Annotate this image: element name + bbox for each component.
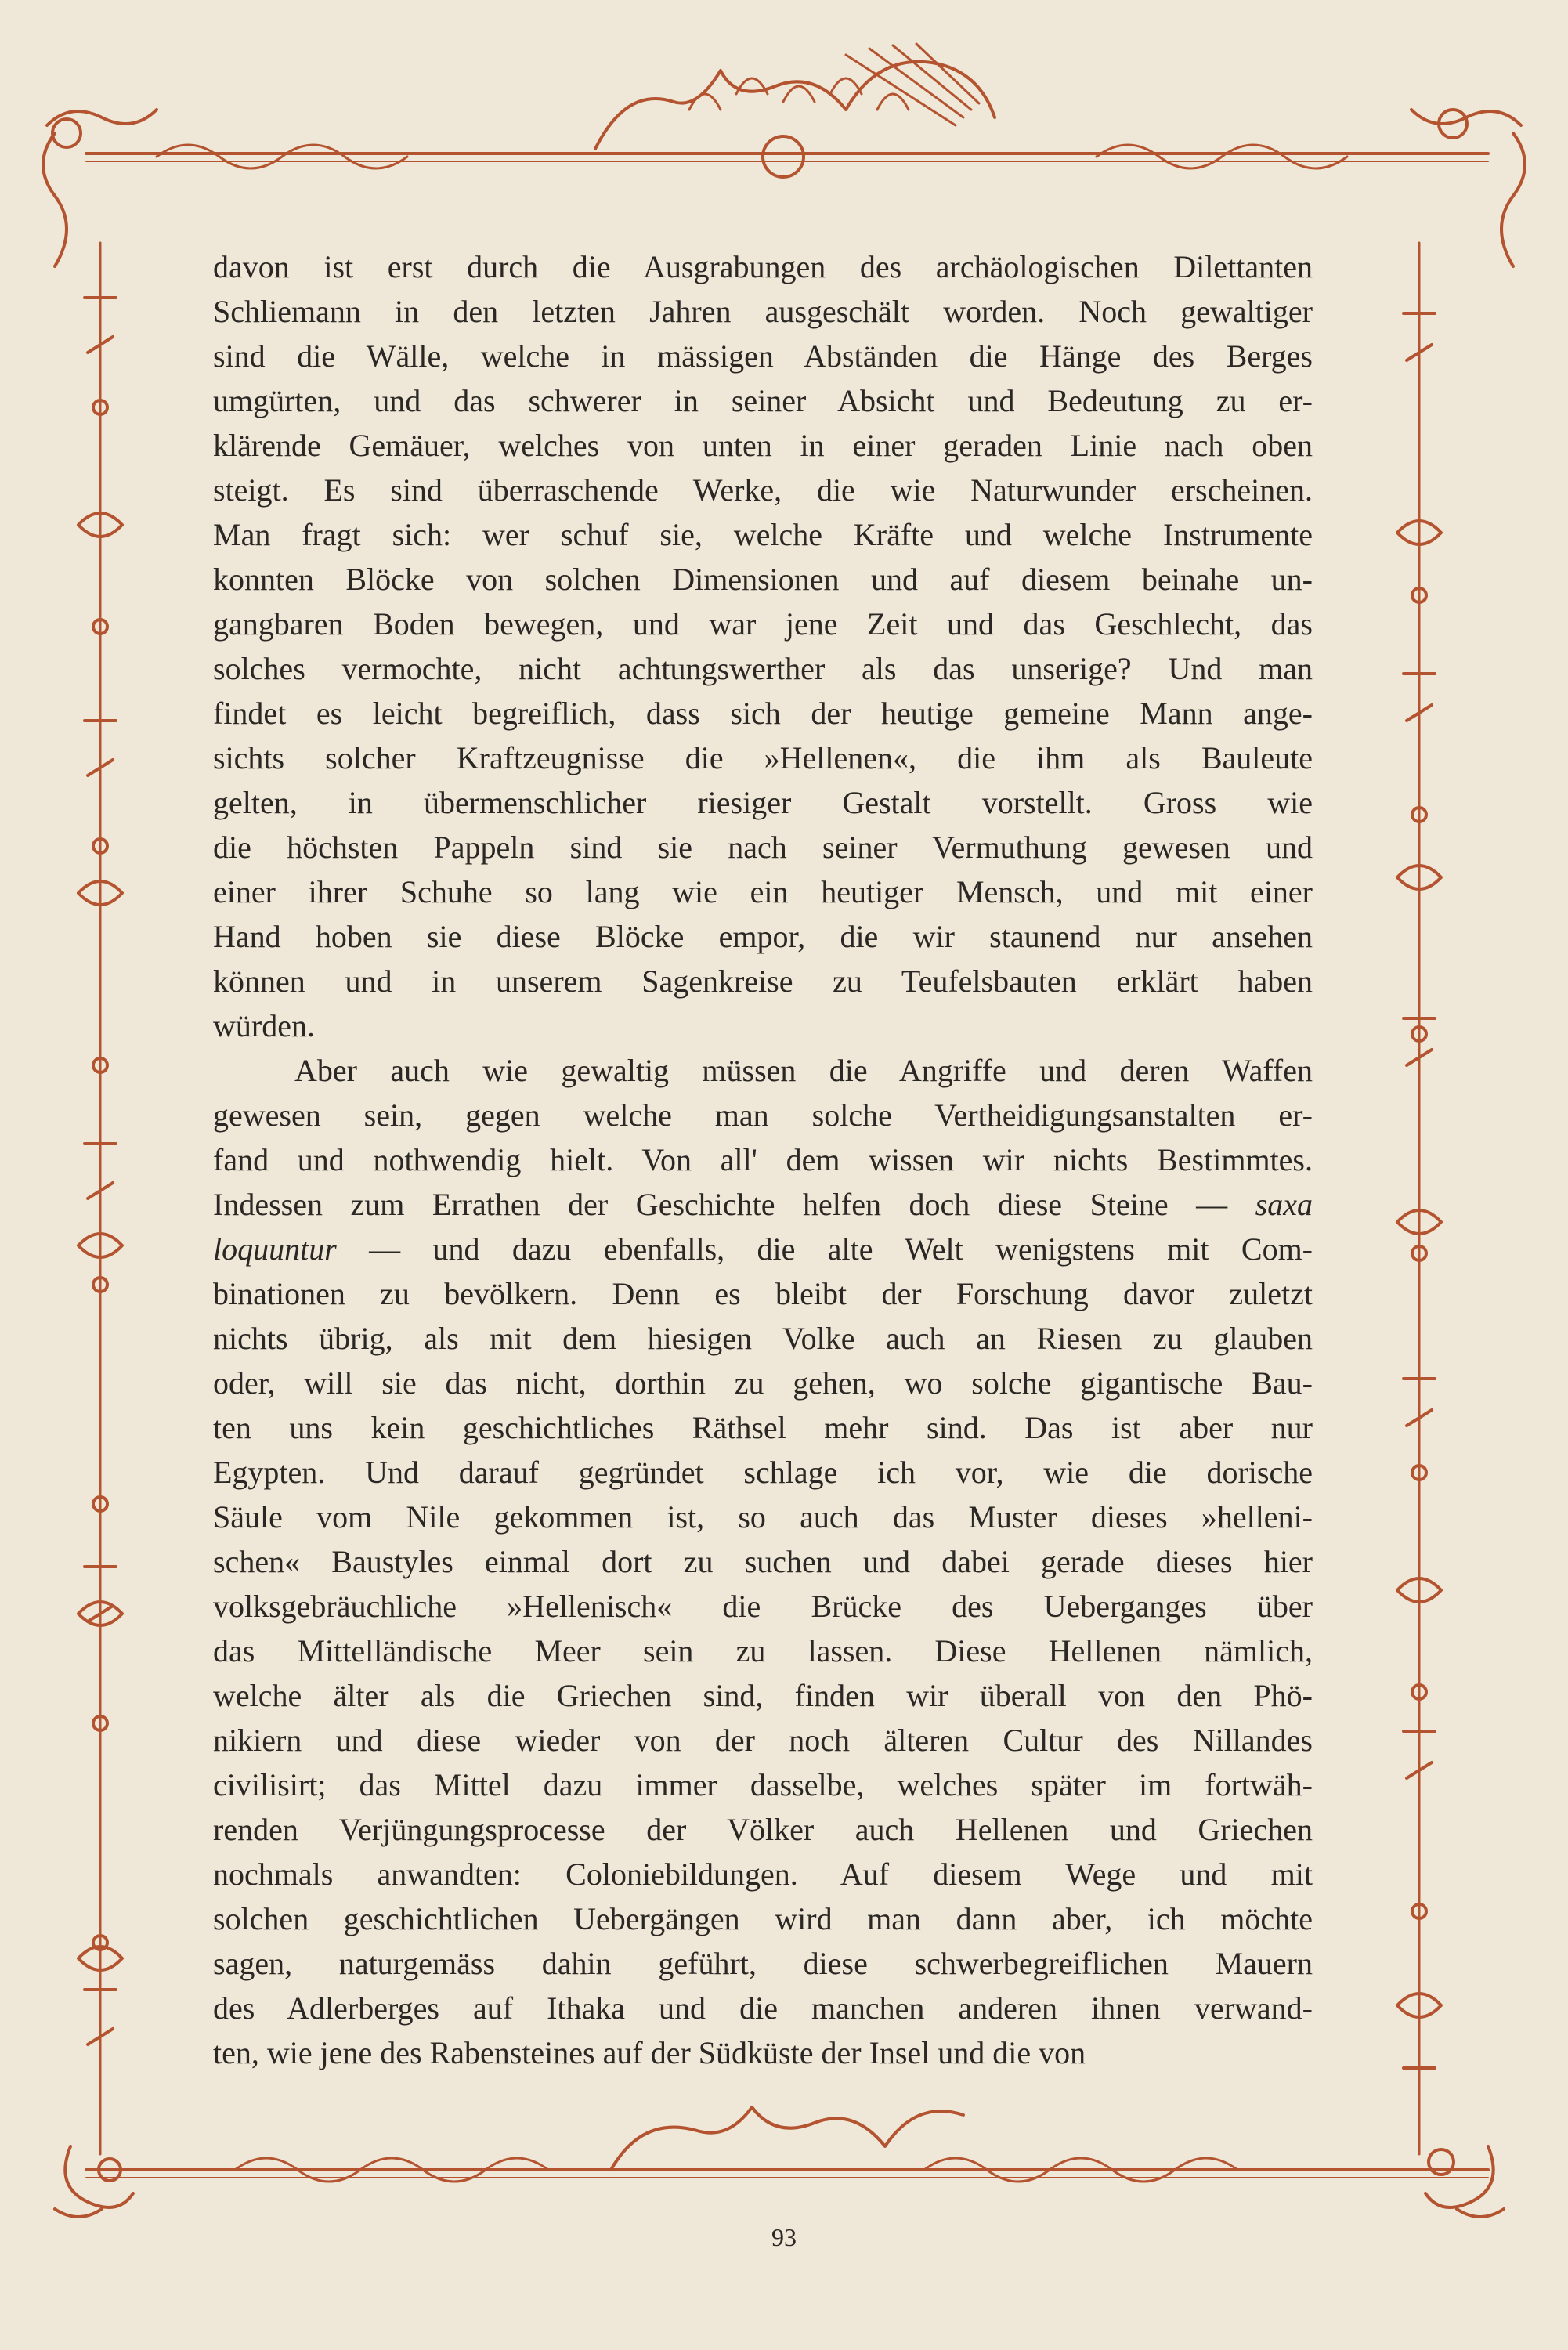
text-line <box>213 1003 1313 1048</box>
text-segment: konnten Blöcke von solchen Dimensionen und auf diesem beinahe un- <box>213 562 1313 597</box>
text-line <box>213 423 1313 468</box>
text-line <box>213 1048 1313 1093</box>
top-centre-medallion <box>763 136 804 177</box>
text-segment: sind die Wälle, welche in mässigen Abständen die Hänge des Berges <box>213 338 1313 374</box>
text-segment: können und in unserem Sagenkreise zu Teufelsbauten erklärt haben <box>213 964 1313 999</box>
page-number: 93 <box>771 2223 797 2251</box>
text-segment: steigt. Es sind überraschende Werke, die wie Naturwunder erscheinen. <box>213 472 1313 508</box>
text-line <box>213 1762 1313 1807</box>
text-line <box>213 1584 1313 1629</box>
text-line <box>213 646 1313 691</box>
text-line <box>213 1629 1313 1673</box>
text-line <box>213 2030 1313 2075</box>
text-segment: einer ihrer Schuhe so lang wie ein heutiger Mensch, und mit einer <box>213 874 1313 909</box>
text-segment: Egypten. Und darauf gegründet schlage ich vor, wie die dorische <box>213 1455 1313 1490</box>
text-segment: Aber auch wie gewaltig müssen die Angriffe und deren Waffen <box>294 1053 1313 1088</box>
text-segment: civilisirt; das Mittel dazu immer dasselbe, welches später im fortwäh- <box>213 1767 1313 1802</box>
text-line <box>213 1718 1313 1762</box>
text-segment: sichts solcher Kraftzeugnisse die »Hellenen«, die ihm als Bauleute <box>213 740 1313 776</box>
text-line <box>213 1361 1313 1405</box>
text-segment: gangbaren Boden bewegen, und war jene Zeit und das Geschlecht, das <box>213 606 1313 642</box>
text-segment: saxa <box>1255 1187 1313 1222</box>
text-line <box>213 825 1313 870</box>
text-line <box>213 1852 1313 1896</box>
text-segment: solches vermochte, nicht achtungswerther als das unserige? Und man <box>213 651 1313 686</box>
text-segment: binationen zu bevölkern. Denn es bleibt der Forschung davor zuletzt <box>213 1276 1313 1311</box>
bottom-centre-foliage <box>611 2107 963 2170</box>
bottom-left-corner <box>55 2146 133 2217</box>
text-segment: renden Verjüngungsprocesse der Völker auch Hellenen und Griechen <box>213 1812 1313 1847</box>
text-line <box>213 1137 1313 1182</box>
text-segment: volksgebräuchliche »Hellenisch« die Brücke des Ueberganges über <box>213 1589 1313 1624</box>
text-segment: Schliemann in den letzten Jahren ausgeschält worden. Noch gewaltiger <box>213 294 1313 329</box>
text-line <box>213 468 1313 512</box>
text-line <box>213 1986 1313 2030</box>
text-line <box>213 512 1313 557</box>
text-line <box>213 1227 1313 1271</box>
text-line <box>213 1673 1313 1718</box>
bottom-right-corner <box>1425 2146 1504 2217</box>
text-segment: Man fragt sich: wer schuf sie, welche Kräfte und welche Instrumente <box>213 517 1313 552</box>
text-line <box>213 244 1313 289</box>
body-text <box>213 244 1313 2075</box>
text-line <box>213 378 1313 423</box>
top-scroll-right <box>1097 145 1347 168</box>
top-scroll-left <box>157 145 407 168</box>
text-segment: — und dazu ebenfalls, die alte Welt wenigstens mit Com- <box>336 1231 1313 1267</box>
text-segment: die höchsten Pappeln sind sie nach seiner Vermuthung gewesen und <box>213 830 1313 865</box>
text-line <box>213 334 1313 378</box>
text-segment: oder, will sie das nicht, dorthin zu gehen, wo solche gigantische Bau- <box>213 1365 1313 1401</box>
text-line <box>213 870 1313 914</box>
text-line <box>213 780 1313 825</box>
text-line <box>213 1093 1313 1137</box>
text-segment: ten uns kein geschichtliches Räthsel mehr sind. Das ist aber nur <box>213 1410 1313 1445</box>
text-line <box>213 691 1313 736</box>
top-centre-foliage <box>595 62 995 149</box>
text-line <box>213 1896 1313 1941</box>
text-segment: das Mittelländische Meer sein zu lassen. Diese Hellenen nämlich, <box>213 1633 1313 1668</box>
text-line <box>213 289 1313 334</box>
text-line <box>213 1316 1313 1361</box>
text-line <box>213 959 1313 1003</box>
text-segment: gewesen sein, gegen welche man solche Vertheidigungsanstalten er- <box>213 1097 1313 1133</box>
text-segment: gelten, in übermenschlicher riesiger Gestalt vorstellt. Gross wie <box>213 785 1313 820</box>
text-segment: sagen, naturgemäss dahin geführt, diese schwerbegreiflichen Mauern <box>213 1946 1313 1981</box>
text-segment: würden. <box>213 1008 315 1043</box>
text-line <box>213 1807 1313 1852</box>
text-line <box>213 602 1313 646</box>
text-segment: Säule vom Nile gekommen ist, so auch das Muster dieses »helleni- <box>213 1499 1313 1535</box>
text-line <box>213 1941 1313 1986</box>
text-line <box>213 1182 1313 1227</box>
text-segment: davon ist erst durch die Ausgrabungen des archäologischen Dilettanten <box>213 249 1313 284</box>
text-segment: findet es leicht begreiflich, dass sich der heutige gemeine Mann ange- <box>213 696 1313 731</box>
text-line <box>213 1271 1313 1316</box>
text-segment: loquuntur <box>213 1231 337 1267</box>
text-segment: nikiern und diese wieder von der noch älteren Cultur des Nillandes <box>213 1723 1313 1758</box>
text-segment: solchen geschichtlichen Uebergängen wird man dann aber, ich möchte <box>213 1901 1313 1936</box>
text-segment: fand und nothwendig hielt. Von all' dem wissen wir nichts Bestimmtes. <box>213 1142 1313 1177</box>
text-line <box>213 557 1313 602</box>
text-line <box>213 736 1313 780</box>
text-segment: Indessen zum Errathen der Geschichte helfen doch diese Steine — <box>213 1187 1255 1222</box>
text-line <box>213 1405 1313 1450</box>
text-segment: schen« Baustyles einmal dort zu suchen und dabei gerade dieses hier <box>213 1544 1313 1579</box>
top-right-corner <box>1411 110 1525 266</box>
text-line <box>213 914 1313 959</box>
text-segment: des Adlerberges auf Ithaka und die manchen anderen ihnen verwand- <box>213 1990 1313 2026</box>
text-segment: nochmals anwandten: Coloniebildungen. Auf diesem Wege und mit <box>213 1856 1313 1892</box>
text-segment: umgürten, und das schwerer in seiner Absicht und Bedeutung zu er- <box>213 383 1313 418</box>
text-segment: ten, wie jene des Rabensteines auf der Südküste der Insel und die von <box>213 2035 1086 2070</box>
text-segment: nichts übrig, als mit dem hiesigen Volke auch an Riesen zu glauben <box>213 1321 1313 1356</box>
text-segment: welche älter als die Griechen sind, finden wir überall von den Phö- <box>213 1678 1313 1713</box>
text-line <box>213 1539 1313 1584</box>
text-segment: Hand hoben sie diese Blöcke empor, die wir staunend nur ansehen <box>213 919 1313 954</box>
text-line <box>213 1495 1313 1539</box>
text-line <box>213 1450 1313 1495</box>
top-left-rosette <box>52 119 81 147</box>
text-segment: klärende Gemäuer, welches von unten in einer geraden Linie nach oben <box>213 428 1313 463</box>
